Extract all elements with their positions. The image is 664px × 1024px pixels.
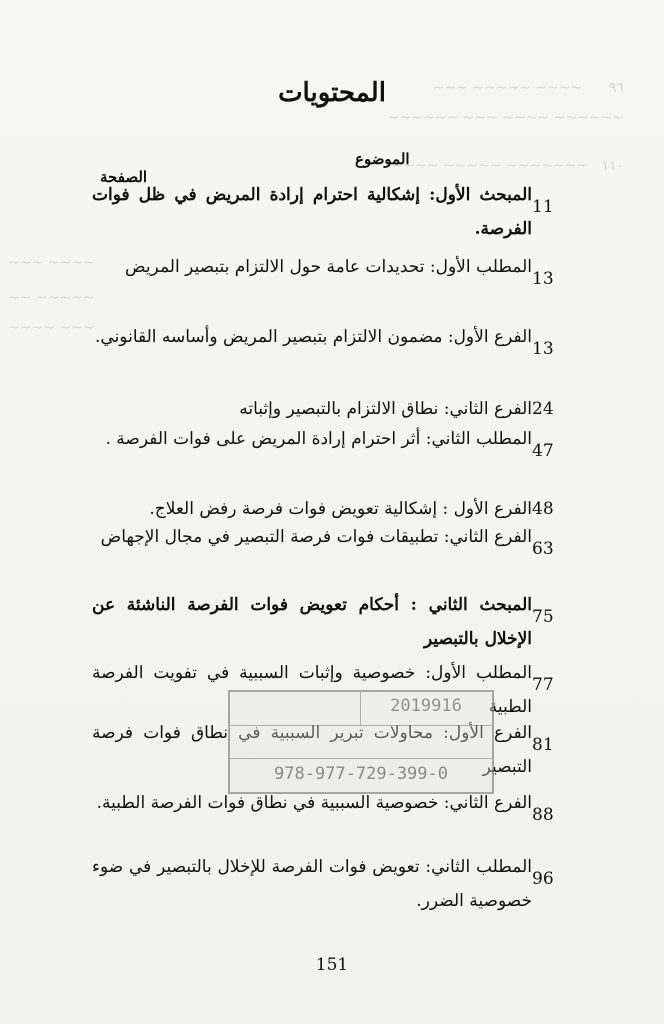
toc-entry-page: 13: [532, 339, 554, 359]
toc-entry-text: الفرع الأول: محاولات تبرير السببية في نطاق فوات فرصة التبصير: [92, 723, 532, 777]
toc-entry-text: المطلب الأول: خصوصية وإثبات السببية في تفويت الفرصة الطبية: [92, 663, 532, 717]
toc-entry-text: المطلب الثاني: تعويض فوات الفرصة للإخلال بالتبصير في ضوء خصوصية الضرر.: [92, 857, 532, 911]
bleed-through-text: ~~~~~~ ~~~~ ~~~ ~~~~~~: [387, 110, 624, 126]
bleed-through-text: ٩٦ ~~~~ ~~~~~ ~~~: [432, 80, 624, 96]
toc-entry: [92, 178, 600, 246]
toc-entry-page: 81: [532, 735, 554, 755]
bleed-through-text: ~~~ ~~~~: [8, 320, 95, 336]
bleed-through-text: ١١٠ ~~~~~~~ ~~~~~ ~~~~: [391, 158, 624, 174]
toc-entry-text: الفرع الأول : إشكالية تعويض فوات فرصة رفض العلاج.: [149, 499, 532, 519]
toc-entry-page: 63: [532, 539, 554, 559]
toc-entry: [92, 320, 600, 366]
toc-entry-text: المطلب الأول: تحديدات عامة حول الالتزام بتبصير المريض: [125, 257, 532, 277]
toc-entry-text: الفرع الثاني: تطبيقات فوات فرصة التبصير في مجال الإجهاض: [100, 527, 532, 547]
toc-entry-text: المبحث الأول: إشكالية احترام إرادة المريض في ظل فوات الفرصة.: [92, 185, 532, 239]
toc-entry: [92, 520, 600, 566]
toc-entry-text: المبحث الثاني : أحكام تعويض فوات الفرصة الناشئة عن الإخلال بالتبصير: [92, 595, 532, 649]
toc-entry-page: 88: [532, 805, 554, 825]
toc-entry-text: المطلب الثاني: أثر احترام إرادة المريض على فوات الفرصة .: [105, 429, 532, 449]
toc-entry-page: 77: [532, 675, 554, 695]
bleed-through-text: ~~~~~ ~~: [8, 290, 95, 306]
page-column-header: الصفحة: [100, 168, 148, 186]
stamp-isbn: 978-977-729-399-0: [274, 764, 448, 784]
subject-column-header: الموضوع: [355, 150, 410, 168]
stamp-number: 2019916: [390, 696, 462, 716]
toc-entry: [92, 250, 600, 296]
toc-entry: [92, 588, 600, 656]
toc-entry-text: الفرع الثاني: خصوصية السببية في نطاق فوات الفرصة الطبية.: [96, 793, 532, 813]
toc-entry-text: الفرع الأول: مضمون الالتزام بتبصير المريض وأساسه القانوني.: [95, 327, 532, 347]
bleed-through-text: ~~~~ ~~~: [8, 255, 95, 271]
toc-entry-page: 24: [532, 399, 554, 419]
page-number: 151: [315, 955, 349, 975]
toc-entry-page: 13: [532, 269, 554, 289]
toc-entry: [92, 392, 600, 426]
toc-entry-text: الفرع الثاني: نطاق الالتزام بالتبصير وإثباته: [239, 399, 532, 419]
toc-entry-page: 47: [532, 441, 554, 461]
toc-entry: [92, 850, 600, 918]
toc-entry-page: 96: [532, 869, 554, 889]
toc-entry-page: 75: [532, 607, 554, 627]
toc-entry-page: 48: [532, 499, 554, 519]
toc-entry-page: 11: [532, 197, 554, 217]
library-stamp: [228, 690, 494, 794]
page-title: المحتويات: [278, 78, 386, 108]
toc-entry: [92, 422, 600, 468]
